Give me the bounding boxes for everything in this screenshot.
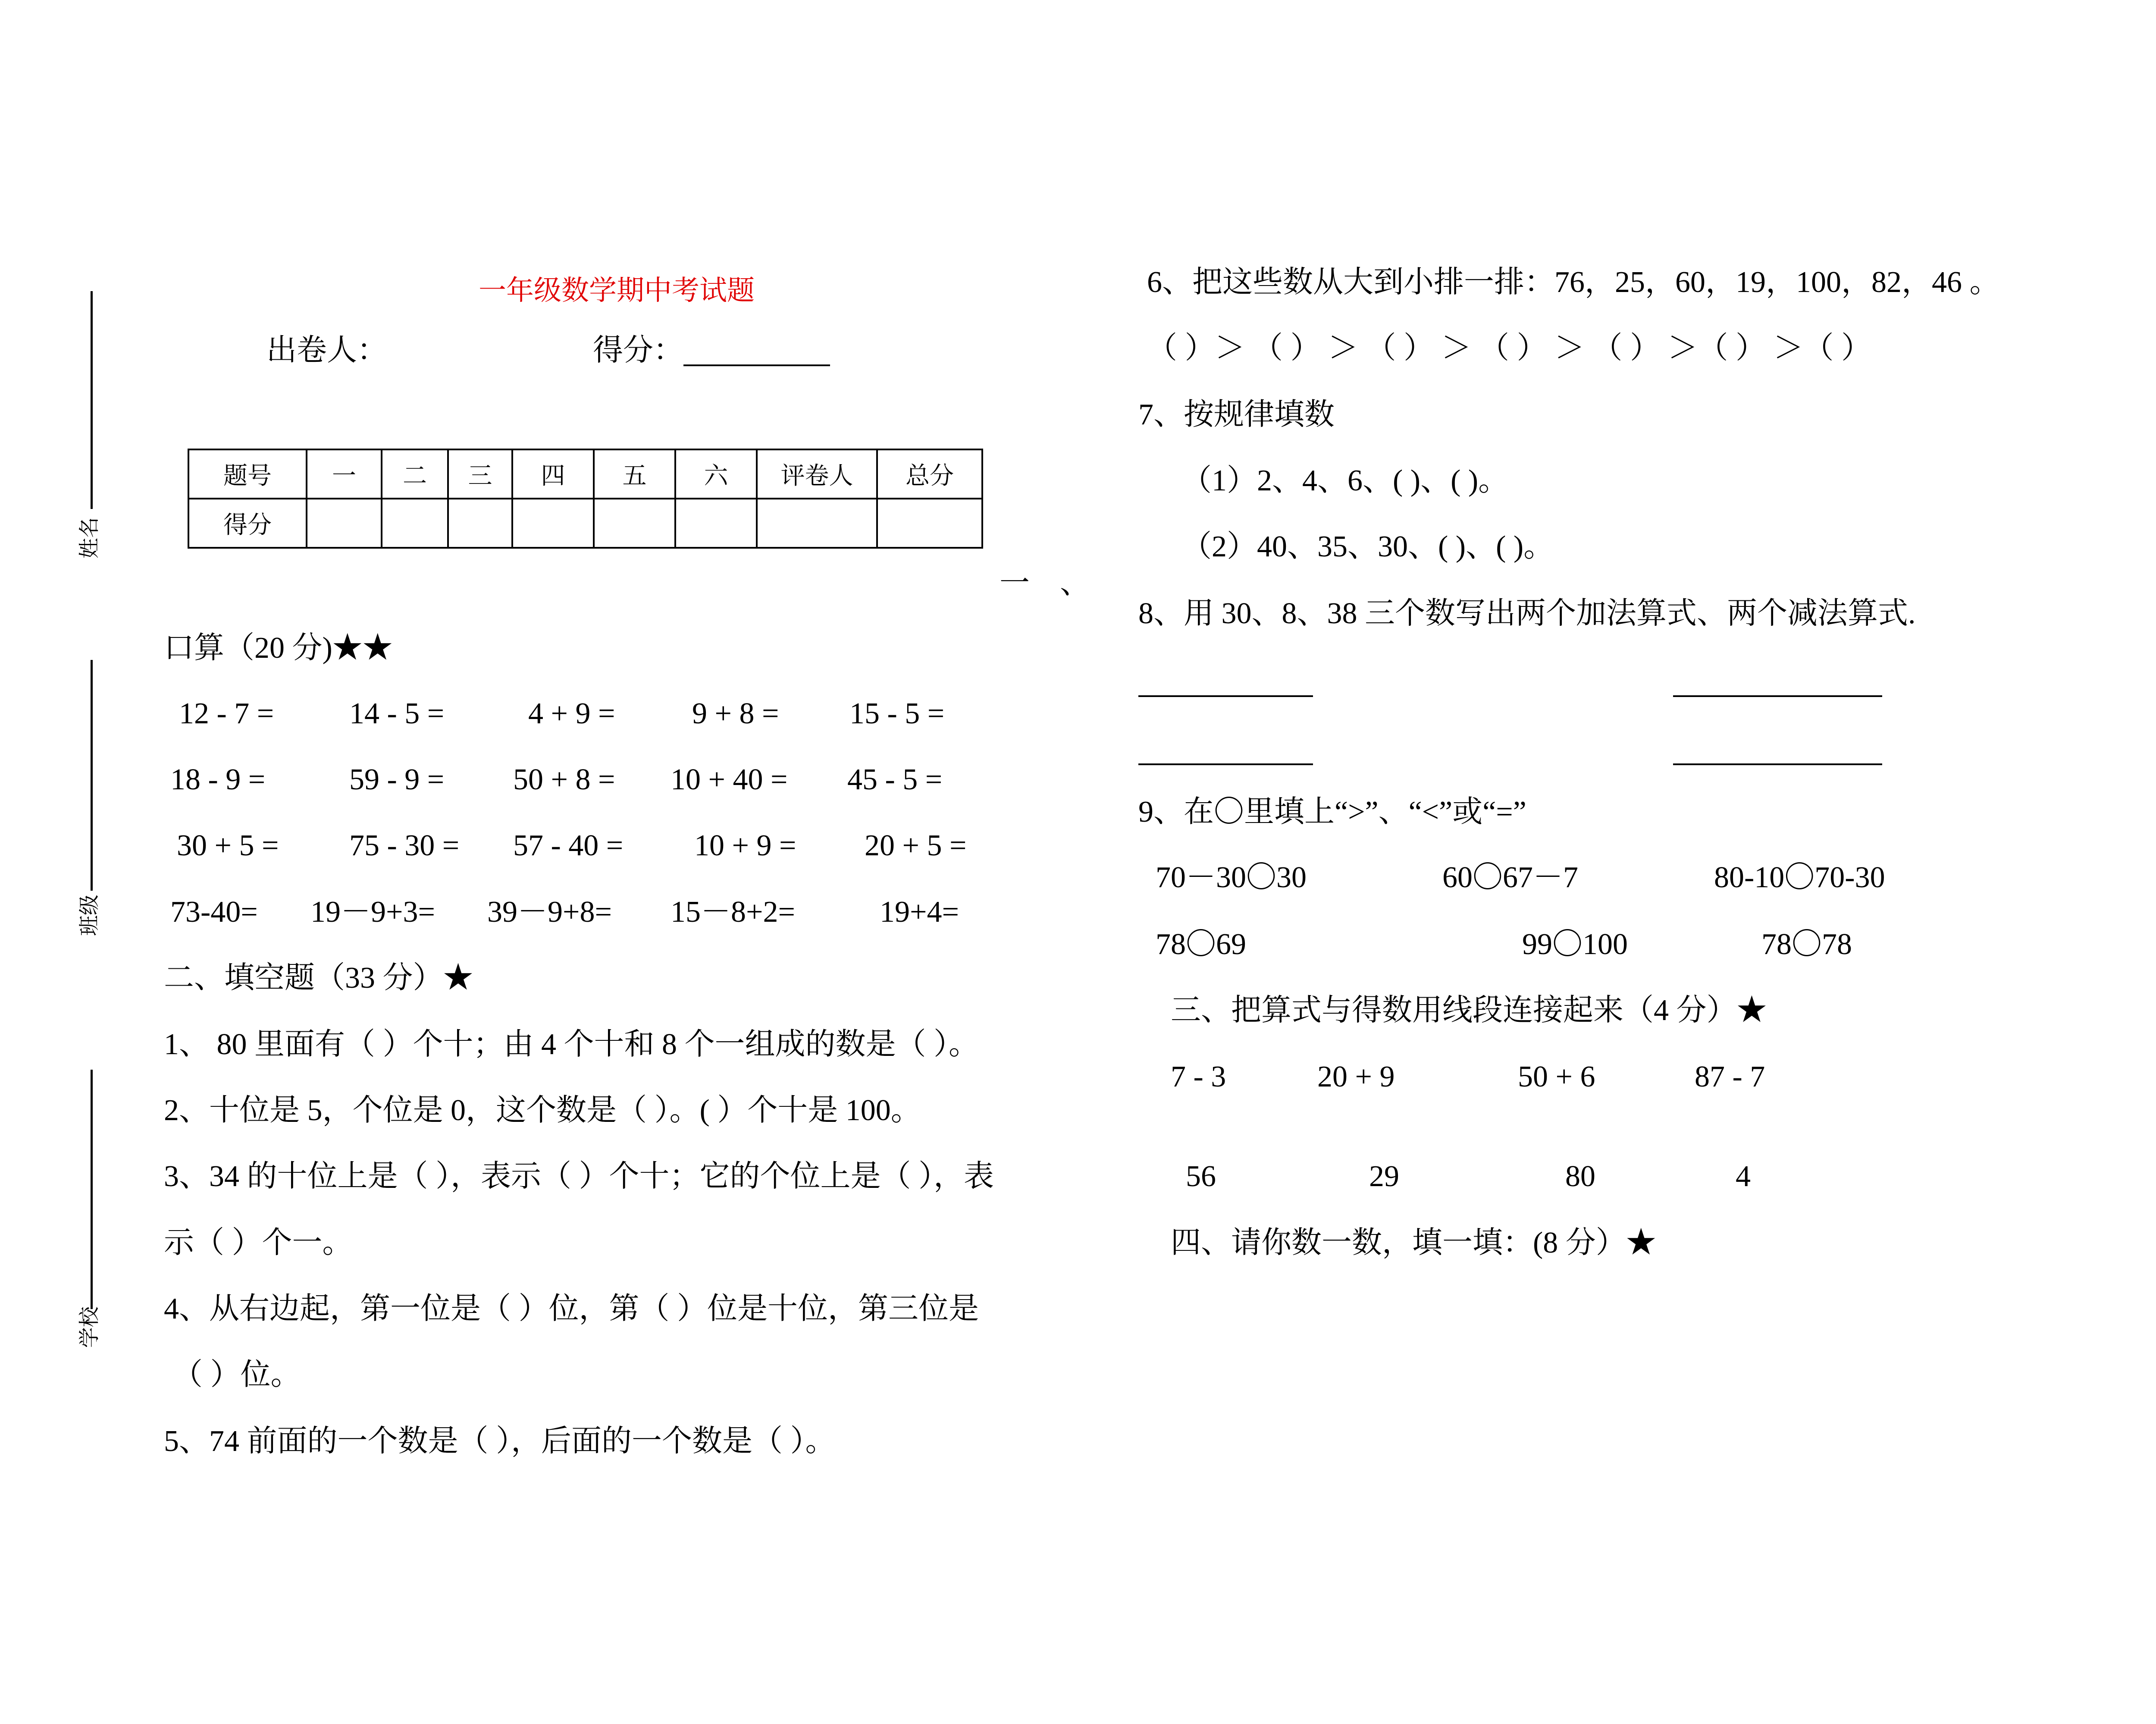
question-7-part2: （2）40、35、30、( )、( )。	[1181, 530, 1554, 563]
arith-item: 15－8+2=	[671, 895, 795, 929]
score-table	[188, 449, 983, 549]
arith-item: 12 - 7 =	[179, 697, 274, 730]
table-row-label: 得分	[188, 499, 307, 548]
compare-item: 78〇78	[1761, 928, 1852, 961]
question-2: 2、十位是 5，个位是 0，这个数是（ ）。( ）个十是 100。	[164, 1094, 921, 1127]
score-label: 得分：	[593, 334, 683, 367]
answer-line[interactable]	[1673, 695, 1882, 697]
arith-item: 50 + 8 =	[513, 763, 615, 796]
arith-item: 9 + 8 =	[692, 697, 779, 730]
arith-item: 18 - 9 =	[170, 763, 266, 796]
compare-item: 60〇67－7	[1442, 861, 1578, 894]
compare-item: 78〇69	[1156, 928, 1246, 961]
section1-heading: 口算（20 分)★★	[164, 631, 393, 665]
section4-heading: 四、请你数一数，填一填：(8 分）★	[1171, 1226, 1656, 1259]
compare-item: 99〇100	[1522, 928, 1628, 961]
arith-item: 39－9+8=	[487, 895, 612, 929]
arith-item: 19－9+3=	[310, 895, 435, 929]
arith-item: 59 - 9 =	[349, 763, 445, 796]
question-1: 1、 80 里面有（ ）个十；由 4 个十和 8 个一组成的数是（ ）。	[164, 1028, 979, 1061]
arith-item: 20 + 5 =	[865, 829, 967, 862]
score-cell[interactable]	[512, 499, 594, 548]
match-result[interactable]: 56	[1186, 1160, 1216, 1193]
table-header-cell: 三	[448, 449, 512, 499]
score-table-score-row	[188, 499, 982, 548]
match-result[interactable]: 4	[1736, 1160, 1751, 1193]
author-label: 出卷人：	[266, 334, 387, 367]
answer-line[interactable]	[1138, 763, 1313, 765]
table-header-cell: 一	[307, 449, 382, 499]
score-cell[interactable]	[594, 499, 675, 548]
arith-item: 19+4=	[880, 895, 959, 929]
section3-heading: 三、把算式与得数用线段连接起来（4 分）★	[1171, 994, 1767, 1027]
score-table-header-row	[188, 449, 982, 499]
arith-item: 14 - 5 =	[349, 697, 445, 730]
score-cell[interactable]	[307, 499, 382, 548]
arith-item: 75 - 30 =	[349, 829, 460, 862]
question-5: 5、74 前面的一个数是（ ），后面的一个数是（ ）。	[164, 1425, 836, 1458]
match-expression[interactable]: 50 + 6	[1518, 1060, 1595, 1093]
arith-item: 4 + 9 =	[528, 697, 615, 730]
compare-item: 80-10〇70-30	[1714, 861, 1885, 894]
match-expression[interactable]: 87 - 7	[1695, 1060, 1765, 1093]
arith-item: 73-40=	[170, 895, 258, 929]
question-4-line2: （ ）位。	[172, 1358, 301, 1391]
question-6-blanks: （ ）＞ （ ） ＞ （ ） ＞ （ ） ＞ （ ） ＞（ ） ＞（ ）	[1147, 332, 1871, 365]
question-9: 9、在〇里填上“>”、“<”或“=”	[1138, 795, 1526, 829]
table-header-cell: 二	[382, 449, 448, 499]
school-label: 学校	[78, 1306, 101, 1348]
score-cell[interactable]	[877, 499, 982, 548]
match-expression[interactable]: 20 + 9	[1317, 1060, 1395, 1093]
table-header-cell: 五	[594, 449, 675, 499]
section2-heading: 二、填空题（33 分）★	[164, 961, 473, 995]
section1-number: 一 、	[1000, 567, 1090, 600]
table-header-cell: 评卷人	[757, 449, 877, 499]
compare-item: 70－30〇30	[1156, 861, 1307, 894]
score-blank-line	[683, 364, 830, 366]
arith-item: 15 - 5 =	[849, 697, 945, 730]
table-header-cell: 总分	[877, 449, 982, 499]
question-8: 8、用 30、8、38 三个数写出两个加法算式、两个减法算式.	[1138, 597, 1916, 630]
answer-line[interactable]	[1673, 763, 1882, 765]
question-4-line1: 4、从右边起，第一位是（ ）位，第（ ）位是十位，第三位是	[164, 1292, 979, 1325]
arith-item: 30 + 5 =	[177, 829, 279, 862]
binding-line-3	[91, 1070, 93, 1309]
question-7-part1: （1）2、4、6、( )、( )。	[1181, 464, 1509, 497]
score-cell[interactable]	[448, 499, 512, 548]
score-cell[interactable]	[382, 499, 448, 548]
arith-item: 10 + 9 =	[694, 829, 796, 862]
table-header-cell: 六	[675, 449, 757, 499]
question-6: 6、把这些数从大到小排一排：76，25，60，19，100，82，46 。	[1147, 266, 2000, 299]
score-cell[interactable]	[757, 499, 877, 548]
name-label: 姓名	[78, 517, 101, 559]
match-result[interactable]: 29	[1369, 1160, 1399, 1193]
question-3-line1: 3、34 的十位上是（ ），表示（ ）个十；它的个位上是（ ），表	[164, 1160, 994, 1193]
score-cell[interactable]	[675, 499, 757, 548]
class-label: 班级	[78, 894, 101, 936]
page-title: 一年级数学期中考试题	[479, 275, 755, 306]
match-expression[interactable]: 7 - 3	[1171, 1060, 1226, 1093]
arith-item: 10 + 40 =	[671, 763, 788, 796]
table-header-cell: 题号	[188, 449, 307, 499]
question-7: 7、按规律填数	[1138, 398, 1335, 431]
binding-line-1	[91, 291, 93, 509]
match-result[interactable]: 80	[1565, 1160, 1595, 1193]
answer-line[interactable]	[1138, 695, 1313, 697]
arith-item: 45 - 5 =	[847, 763, 943, 796]
table-header-cell: 四	[512, 449, 594, 499]
binding-line-2	[91, 660, 93, 891]
question-3-line2: 示（ ）个一。	[164, 1226, 353, 1259]
arith-item: 57 - 40 =	[513, 829, 624, 862]
